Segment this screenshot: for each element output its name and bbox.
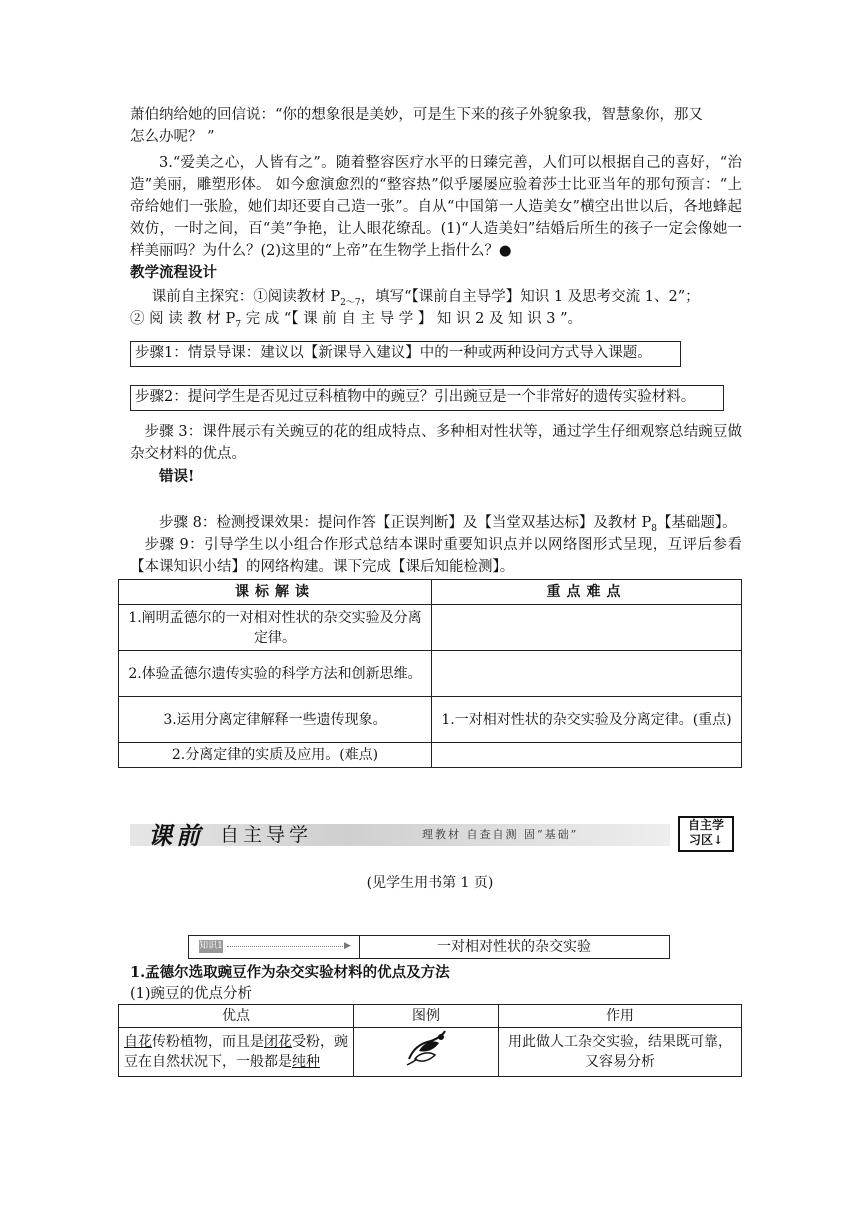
step-2-box: 步骤2：提问学生是否见过豆科植物中的豌豆？引出豌豆是一个非常好的遗传实验材料。: [130, 385, 724, 411]
pea-header-effect: 作用: [499, 1005, 742, 1028]
pea-advantage-cell: [119, 1028, 354, 1077]
intro-line-1: 萧伯纳给她的回信说：“你的想象很是美妙，可是生下来的孩子外貌象我，智慧象你，那又: [130, 107, 703, 123]
banner-title-big: 课前: [148, 821, 204, 850]
table-row: [119, 605, 742, 651]
preview-subscript: 2～7: [340, 297, 361, 308]
banner-subtitle: 理教材 自查自测 固“基础”: [422, 828, 579, 841]
step-1-box: 步骤1：情景导课：建议以【新课导入建议】中的一种或两种设问方式导入课题。: [130, 341, 681, 367]
preview-text-d: 完 成 “【 课 前 自 主 导 学 】 知 识 2 及 知 识 3 ”。: [241, 311, 583, 327]
banner-bar: [130, 824, 670, 846]
badge-line-2: [680, 833, 732, 848]
knowledge-title: 一对相对性状的杂交实验: [437, 939, 591, 955]
book-reference: (见学生用书第 1 页): [366, 875, 494, 891]
badge-text: 习区: [688, 833, 713, 847]
goal-table-header: [119, 580, 742, 605]
preview-text-b: ，填写“【课前自主导学】知识 1 及思考交流 1、2”；: [360, 289, 700, 305]
section-1-sub: (1)豌豆的优点分析: [130, 986, 253, 1002]
table-row: [119, 697, 742, 743]
pea-flower-icon: [401, 1029, 451, 1069]
step-3: 步骤 3：课件展示有关豌豆的花的组成特点、多种相对性状等，通过学生仔细观察总结豌豆做杂交材料的优点。: [130, 424, 742, 462]
pea-effect-cell: 用此做人工杂交实验，结果既可靠，又容易分析: [499, 1028, 742, 1077]
section-banner: [130, 814, 742, 848]
knowledge-tag-cell: [189, 936, 360, 958]
banner-title: 自主导学: [220, 824, 313, 846]
goal-table: [118, 579, 742, 768]
preview-text-c: ② 阅 读 教 材 P: [130, 311, 236, 327]
advantage-text-2: 受粉，豌豆在自然状况下，一般都是: [124, 1034, 348, 1070]
advantage-text-1: 传粉植物，而且是: [152, 1034, 264, 1050]
goal-cell-right: [432, 743, 742, 768]
table-row: [119, 1028, 742, 1077]
intro-item-3: 3.“爱美之心，人皆有之”。随着整容医疗水平的日臻完善，人们可以根据自己的喜好，“治造”美丽，雕塑形体。 如今愈演愈烈的“整容热”似乎屡屡应验着莎士比亚当年的那句预言：“上帝给她们一张脸，她们却还要自己造一张”。自从“中国第一人造美女”横空出世以后，各地蜂起效仿，一时之间，百“美”争艳，让人眼花缭乱。(1)“人造美妇”结婚后所生的孩子一定会像她一样美丽吗？为什么？(2)这里的“上帝”在生物学上指什么？●: [130, 155, 742, 259]
table-row: [119, 743, 742, 768]
badge-line-1: 自主学: [687, 818, 724, 832]
goal-cell-left: 2.体验孟德尔遗传实验的科学方法和创新思维。: [119, 651, 432, 697]
goal-header-right: 重点难点: [432, 580, 742, 605]
knowledge-bar: [188, 935, 670, 959]
goal-header-left: 课标解读: [119, 580, 432, 605]
step-9: 步骤 9：引导学生以小组合作形式总结本课时重要知识点并以网络图形式呈现，互评后参看【本课知识小结】的网络构建。课下完成【课后知能检测】。: [130, 537, 742, 575]
down-arrow-icon: ↓: [712, 833, 724, 847]
goal-cell-right: [432, 605, 742, 651]
step-8-subscript: 8: [651, 523, 657, 534]
preview-line-2: [130, 308, 742, 336]
section-1-heading: 1.孟德尔选取豌豆作为杂交实验材料的优点及方法: [130, 964, 450, 981]
preview-text-a: 课前自主探究：①阅读教材 P: [151, 289, 341, 305]
pea-figure-cell: [354, 1028, 499, 1077]
table-row: [119, 651, 742, 697]
pea-table: [118, 1004, 742, 1077]
preview-subscript-2: 7: [235, 319, 242, 330]
pea-header-figure: 图例: [354, 1005, 499, 1028]
step-8-text-a: 步骤 8：检测授课效果：提问作答【正误判断】及【当堂双基达标】及教材 P: [159, 515, 652, 531]
underline-closed-flower: 闭花: [264, 1034, 292, 1050]
pea-table-header: [119, 1005, 742, 1028]
pea-header-advantage: 优点: [119, 1005, 354, 1028]
knowledge-tag: 知识1: [199, 941, 223, 951]
goal-cell-left: 1.阐明孟德尔的一对相对性状的杂交实验及分离定律。: [119, 605, 432, 651]
banner-badge: [678, 816, 734, 852]
intro-paragraph: [130, 104, 742, 148]
flow-heading: 教学流程设计: [130, 264, 217, 281]
intro-line-2: 怎么办呢？ ”: [130, 129, 215, 145]
error-text: 错误!: [159, 468, 195, 485]
goal-cell-left: 3.运用分离定律解释一些遗传现象。: [119, 697, 432, 743]
dotted-line: [227, 946, 347, 947]
goal-cell-right: [432, 651, 742, 697]
underline-self-pollination: 自花: [124, 1034, 152, 1050]
step-8-text-b: 【基础题】。: [656, 515, 737, 531]
arrow-right-icon: ▶: [344, 941, 351, 951]
goal-cell-right: 1.一对相对性状的杂交实验及分离定律。(重点): [432, 697, 742, 743]
goal-cell-left: 2.分离定律的实质及应用。(难点): [119, 743, 432, 768]
underline-pure-breed: 纯种: [292, 1054, 320, 1070]
